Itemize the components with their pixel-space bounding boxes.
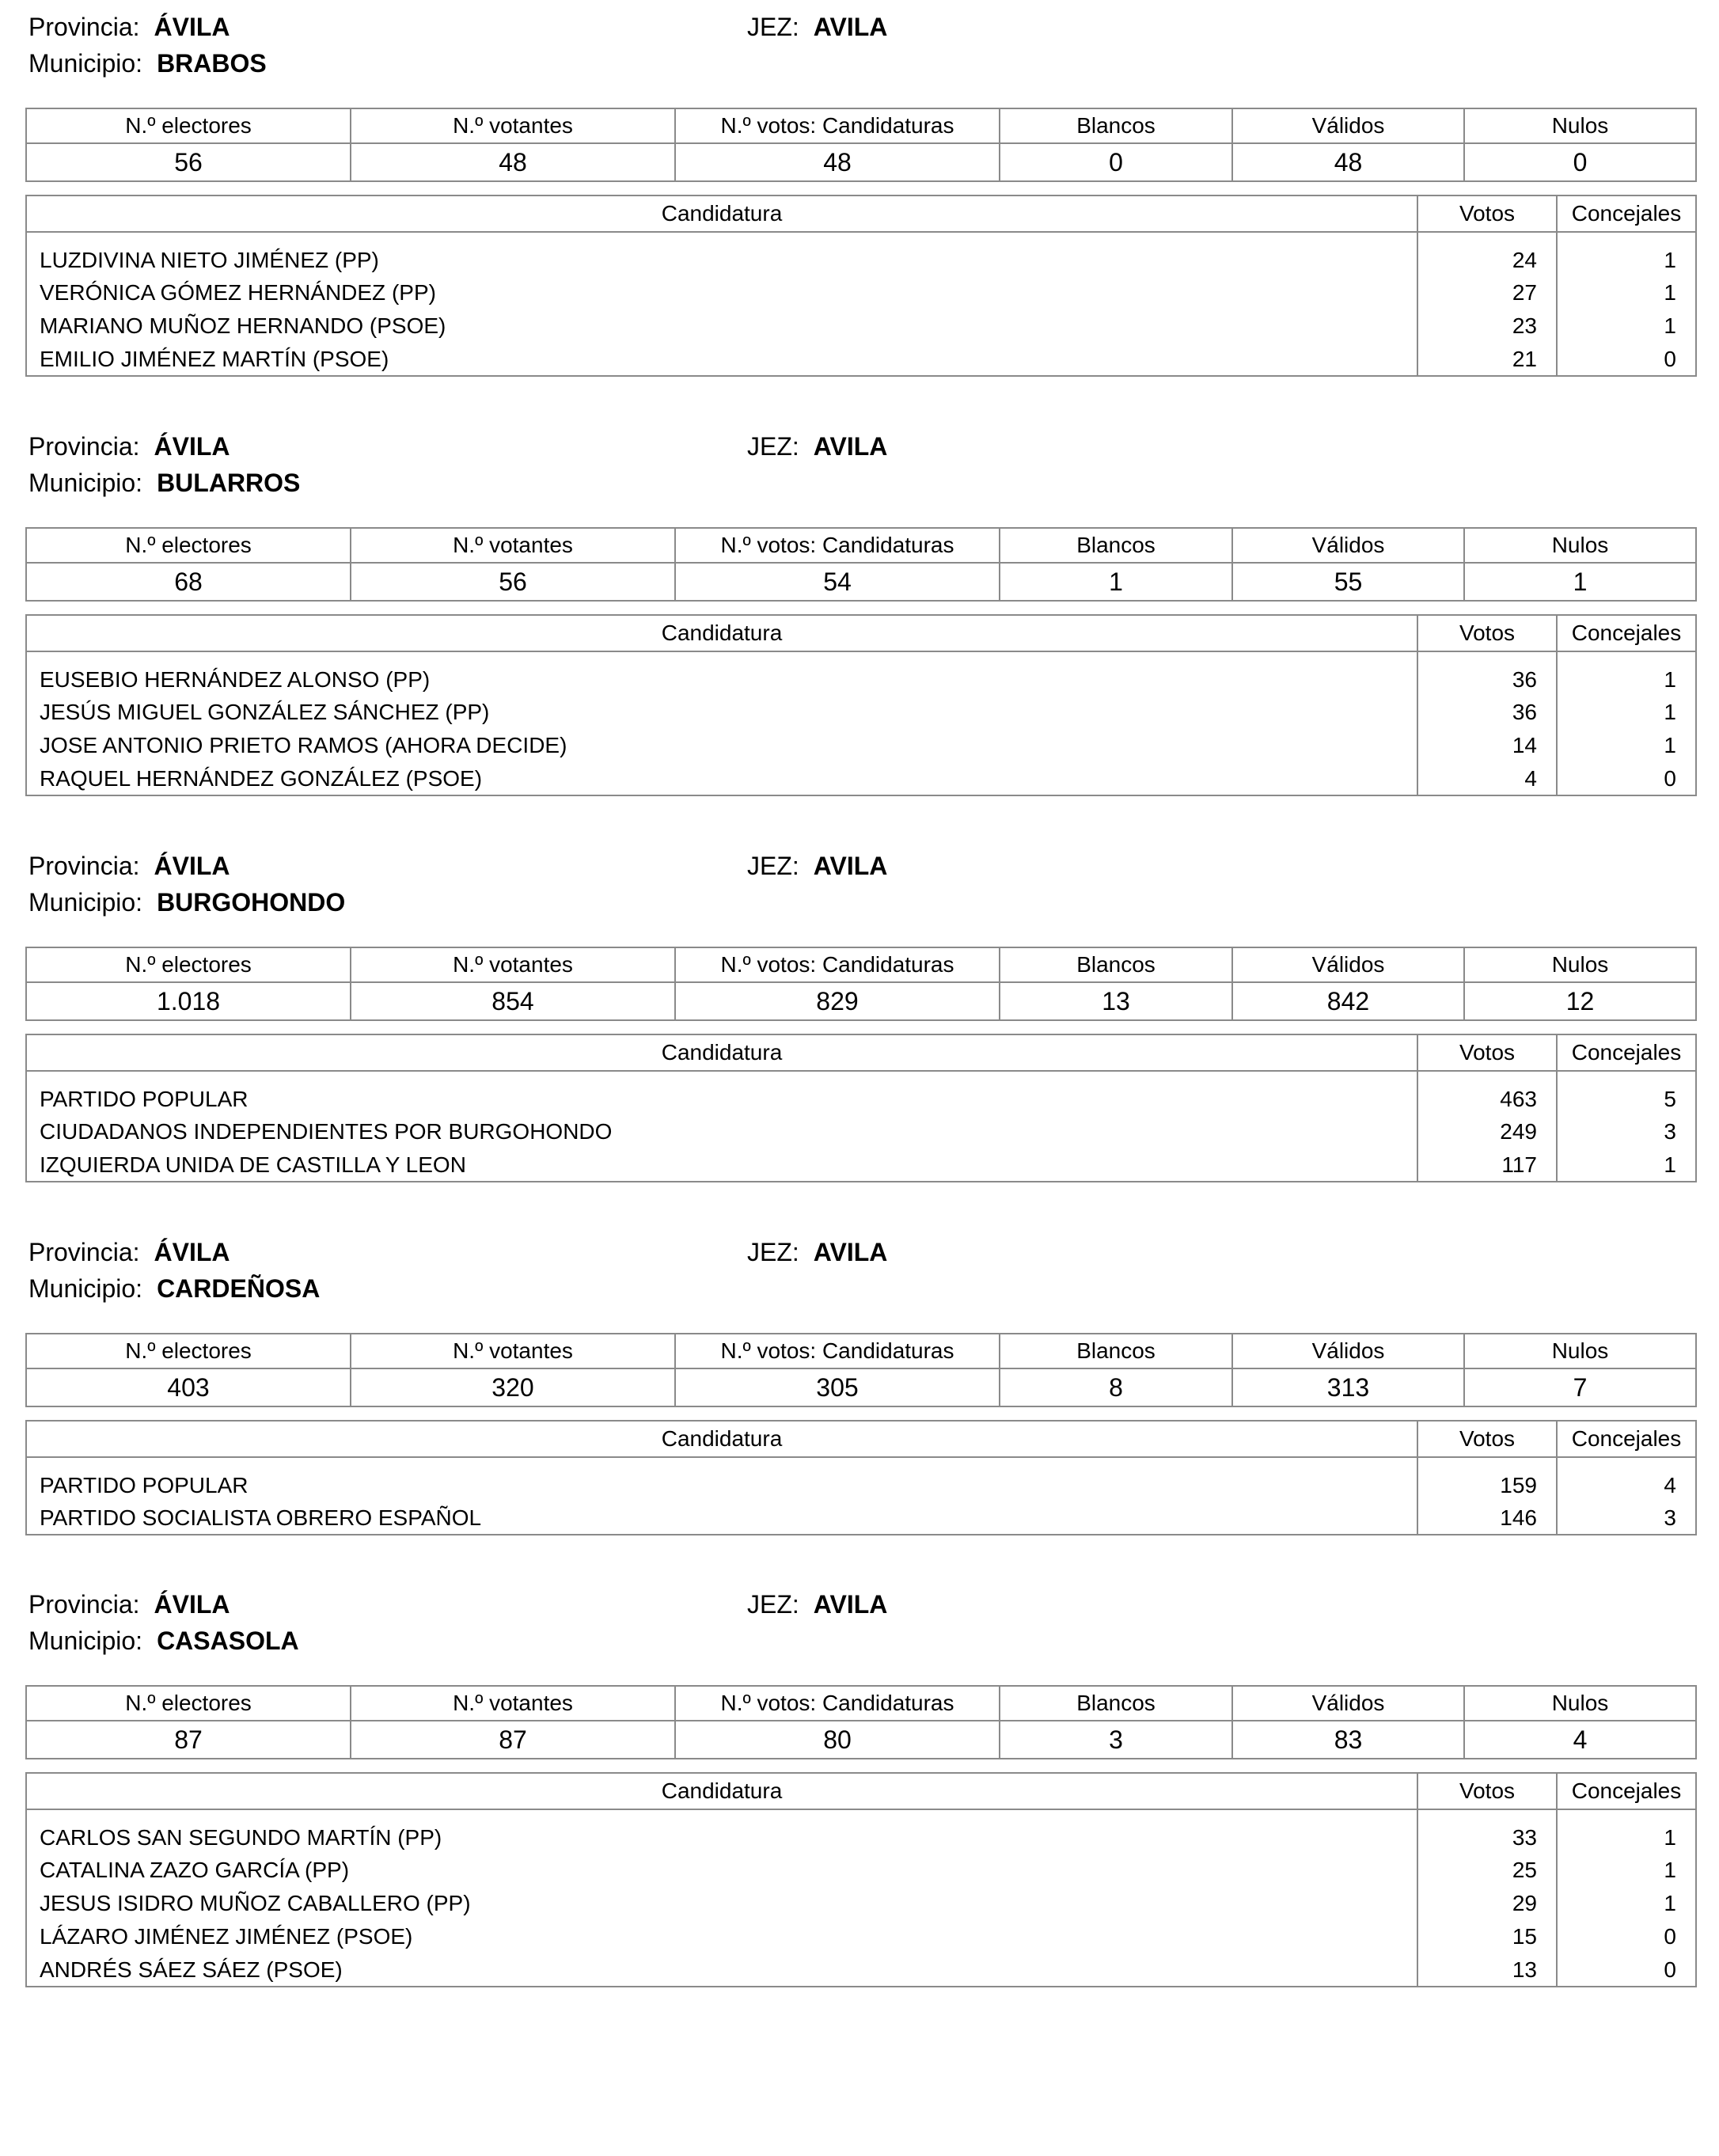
header-votos: Votos [1417,1773,1557,1809]
table-row [26,1854,1696,1887]
provincia-value: ÁVILA [154,432,230,461]
jez-label: JEZ: [747,1590,799,1619]
jez-value: AVILA [813,852,888,880]
header-validos: Válidos [1232,1686,1464,1721]
municipio-value: BURGOHONDO [157,888,346,917]
candidaturas-table [25,1034,1697,1182]
header-concejales: Concejales [1557,1034,1696,1071]
candidatura-name: LUZDIVINA NIETO JIMÉNEZ (PP) [26,232,1417,276]
candidatura-votos: 146 [1417,1501,1557,1535]
candidatura-concejales: 1 [1557,309,1696,343]
candidatura-votos: 4 [1417,762,1557,795]
value-electores: 56 [26,143,351,181]
candidatura-concejales: 1 [1557,1809,1696,1854]
municipio-label: Municipio: [28,1274,143,1303]
municipio-section [25,0,1695,377]
value-votantes: 48 [351,143,675,181]
value-electores: 403 [26,1368,351,1406]
candidatura-concejales: 1 [1557,696,1696,729]
candidatura-votos: 29 [1417,1887,1557,1920]
section-header [25,1577,1695,1672]
candidatura-votos: 159 [1417,1457,1557,1501]
municipio-label: Municipio: [28,888,143,917]
value-votos-candidaturas: 48 [675,143,1000,181]
header-concejales: Concejales [1557,1421,1696,1457]
provincia-label: Provincia: [28,852,140,880]
candidatura-concejales: 0 [1557,762,1696,795]
municipio-label: Municipio: [28,1626,143,1655]
jez-value: AVILA [813,1590,888,1619]
candidatura-concejales: 0 [1557,1920,1696,1953]
table-row [26,1920,1696,1953]
table-row [26,1887,1696,1920]
jez-label: JEZ: [747,852,799,880]
table-row [26,1809,1696,1854]
value-blancos: 0 [1000,143,1232,181]
value-votantes: 87 [351,1721,675,1759]
candidatura-concejales: 1 [1557,1148,1696,1182]
header-blancos: Blancos [1000,108,1232,143]
header-votos-candidaturas: N.º votos: Candidaturas [675,1334,1000,1368]
header-nulos: Nulos [1464,108,1696,143]
value-blancos: 8 [1000,1368,1232,1406]
header-votos: Votos [1417,1421,1557,1457]
candidatura-votos: 15 [1417,1920,1557,1953]
header-concejales: Concejales [1557,1773,1696,1809]
municipio-section [25,1225,1695,1535]
jez-label: JEZ: [747,13,799,41]
table-row [26,1115,1696,1148]
summary-table [25,1685,1697,1759]
summary-table [25,1333,1697,1407]
municipio-section [25,419,1695,796]
candidatura-votos: 36 [1417,696,1557,729]
header-validos: Válidos [1232,528,1464,563]
summary-table [25,527,1697,602]
candidaturas-table [25,1772,1697,1987]
candidatura-name: CATALINA ZAZO GARCÍA (PP) [26,1854,1417,1887]
candidatura-votos: 14 [1417,729,1557,762]
candidatura-votos: 463 [1417,1071,1557,1115]
jez-label: JEZ: [747,1238,799,1266]
summary-table [25,947,1697,1021]
table-row [26,762,1696,795]
header-electores: N.º electores [26,1686,351,1721]
table-row [26,1457,1696,1501]
header-candidatura: Candidatura [26,615,1417,651]
jez-label: JEZ: [747,432,799,461]
municipio-label: Municipio: [28,469,143,497]
table-row [26,1501,1696,1535]
header-votantes: N.º votantes [351,1334,675,1368]
header-votos: Votos [1417,195,1557,232]
municipio-value: BRABOS [157,49,267,78]
table-row [26,651,1696,696]
header-nulos: Nulos [1464,1686,1696,1721]
jez-value: AVILA [813,432,888,461]
value-blancos: 13 [1000,982,1232,1020]
candidatura-votos: 21 [1417,343,1557,376]
value-blancos: 3 [1000,1721,1232,1759]
header-votantes: N.º votantes [351,1686,675,1721]
table-row [26,232,1696,276]
header-candidatura: Candidatura [26,1773,1417,1809]
header-nulos: Nulos [1464,1334,1696,1368]
candidatura-name: CARLOS SAN SEGUNDO MARTÍN (PP) [26,1809,1417,1854]
header-candidatura: Candidatura [26,1034,1417,1071]
value-votantes: 320 [351,1368,675,1406]
candidatura-name: EUSEBIO HERNÁNDEZ ALONSO (PP) [26,651,1417,696]
value-nulos: 1 [1464,563,1696,601]
table-row [26,696,1696,729]
provincia-value: ÁVILA [154,852,230,880]
table-row [26,343,1696,376]
municipio-value: CASASOLA [157,1626,299,1655]
candidatura-name: RAQUEL HERNÁNDEZ GONZÁLEZ (PSOE) [26,762,1417,795]
header-votantes: N.º votantes [351,947,675,982]
header-blancos: Blancos [1000,947,1232,982]
header-validos: Válidos [1232,1334,1464,1368]
value-validos: 313 [1232,1368,1464,1406]
header-votantes: N.º votantes [351,108,675,143]
candidatura-name: JESÚS MIGUEL GONZÁLEZ SÁNCHEZ (PP) [26,696,1417,729]
value-validos: 48 [1232,143,1464,181]
header-electores: N.º electores [26,1334,351,1368]
header-validos: Válidos [1232,947,1464,982]
header-blancos: Blancos [1000,1686,1232,1721]
provincia-label: Provincia: [28,13,140,41]
value-blancos: 1 [1000,563,1232,601]
candidatura-name: IZQUIERDA UNIDA DE CASTILLA Y LEON [26,1148,1417,1182]
header-concejales: Concejales [1557,615,1696,651]
value-electores: 1.018 [26,982,351,1020]
value-nulos: 0 [1464,143,1696,181]
candidatura-votos: 23 [1417,309,1557,343]
header-blancos: Blancos [1000,1334,1232,1368]
candidatura-name: MARIANO MUÑOZ HERNANDO (PSOE) [26,309,1417,343]
candidatura-votos: 24 [1417,232,1557,276]
candidatura-name: CIUDADANOS INDEPENDIENTES POR BURGOHONDO [26,1115,1417,1148]
section-header [25,0,1695,95]
provincia-value: ÁVILA [154,1238,230,1266]
summary-table [25,108,1697,182]
candidatura-votos: 249 [1417,1115,1557,1148]
table-row [26,729,1696,762]
header-concejales: Concejales [1557,195,1696,232]
municipio-value: BULARROS [157,469,301,497]
header-electores: N.º electores [26,947,351,982]
candidatura-votos: 36 [1417,651,1557,696]
municipio-section [25,1577,1695,1987]
header-votos: Votos [1417,1034,1557,1071]
value-votos-candidaturas: 829 [675,982,1000,1020]
candidatura-concejales: 3 [1557,1501,1696,1535]
candidatura-votos: 13 [1417,1953,1557,1987]
value-validos: 83 [1232,1721,1464,1759]
candidaturas-table [25,614,1697,796]
candidatura-concejales: 5 [1557,1071,1696,1115]
header-votos-candidaturas: N.º votos: Candidaturas [675,1686,1000,1721]
value-votos-candidaturas: 305 [675,1368,1000,1406]
value-nulos: 7 [1464,1368,1696,1406]
candidatura-concejales: 0 [1557,343,1696,376]
table-row [26,1148,1696,1182]
municipio-value: CARDEÑOSA [157,1274,321,1303]
candidatura-concejales: 1 [1557,1854,1696,1887]
header-votantes: N.º votantes [351,528,675,563]
value-validos: 842 [1232,982,1464,1020]
section-header [25,839,1695,934]
value-votantes: 56 [351,563,675,601]
header-votos-candidaturas: N.º votos: Candidaturas [675,947,1000,982]
candidatura-votos: 27 [1417,276,1557,309]
section-header [25,1225,1695,1320]
candidatura-name: LÁZARO JIMÉNEZ JIMÉNEZ (PSOE) [26,1920,1417,1953]
header-votos-candidaturas: N.º votos: Candidaturas [675,108,1000,143]
provincia-value: ÁVILA [154,1590,230,1619]
value-validos: 55 [1232,563,1464,601]
candidatura-concejales: 1 [1557,1887,1696,1920]
value-votos-candidaturas: 80 [675,1721,1000,1759]
candidatura-name: JOSE ANTONIO PRIETO RAMOS (AHORA DECIDE) [26,729,1417,762]
provincia-label: Provincia: [28,1238,140,1266]
table-row [26,1071,1696,1115]
candidatura-votos: 25 [1417,1854,1557,1887]
candidatura-concejales: 1 [1557,729,1696,762]
candidatura-name: PARTIDO POPULAR [26,1457,1417,1501]
municipio-label: Municipio: [28,49,143,78]
value-nulos: 12 [1464,982,1696,1020]
jez-value: AVILA [813,13,888,41]
section-header [25,419,1695,514]
candidatura-name: JESUS ISIDRO MUÑOZ CABALLERO (PP) [26,1887,1417,1920]
candidatura-name: VERÓNICA GÓMEZ HERNÁNDEZ (PP) [26,276,1417,309]
candidatura-votos: 117 [1417,1148,1557,1182]
header-nulos: Nulos [1464,528,1696,563]
value-votantes: 854 [351,982,675,1020]
header-validos: Válidos [1232,108,1464,143]
header-candidatura: Candidatura [26,1421,1417,1457]
header-electores: N.º electores [26,108,351,143]
candidatura-concejales: 1 [1557,232,1696,276]
candidatura-concejales: 3 [1557,1115,1696,1148]
value-electores: 68 [26,563,351,601]
header-candidatura: Candidatura [26,195,1417,232]
header-votos: Votos [1417,615,1557,651]
candidatura-name: EMILIO JIMÉNEZ MARTÍN (PSOE) [26,343,1417,376]
candidatura-concejales: 1 [1557,651,1696,696]
header-blancos: Blancos [1000,528,1232,563]
value-electores: 87 [26,1721,351,1759]
candidaturas-table [25,195,1697,377]
table-row [26,1953,1696,1987]
candidatura-name: PARTIDO POPULAR [26,1071,1417,1115]
provincia-label: Provincia: [28,432,140,461]
provincia-value: ÁVILA [154,13,230,41]
candidaturas-table [25,1420,1697,1535]
value-votos-candidaturas: 54 [675,563,1000,601]
candidatura-concejales: 4 [1557,1457,1696,1501]
provincia-label: Provincia: [28,1590,140,1619]
header-votos-candidaturas: N.º votos: Candidaturas [675,528,1000,563]
value-nulos: 4 [1464,1721,1696,1759]
table-row [26,309,1696,343]
jez-value: AVILA [813,1238,888,1266]
candidatura-votos: 33 [1417,1809,1557,1854]
candidatura-concejales: 0 [1557,1953,1696,1987]
municipio-section [25,839,1695,1182]
candidatura-name: PARTIDO SOCIALISTA OBRERO ESPAÑOL [26,1501,1417,1535]
header-nulos: Nulos [1464,947,1696,982]
candidatura-name: ANDRÉS SÁEZ SÁEZ (PSOE) [26,1953,1417,1987]
header-electores: N.º electores [26,528,351,563]
table-row [26,276,1696,309]
candidatura-concejales: 1 [1557,276,1696,309]
